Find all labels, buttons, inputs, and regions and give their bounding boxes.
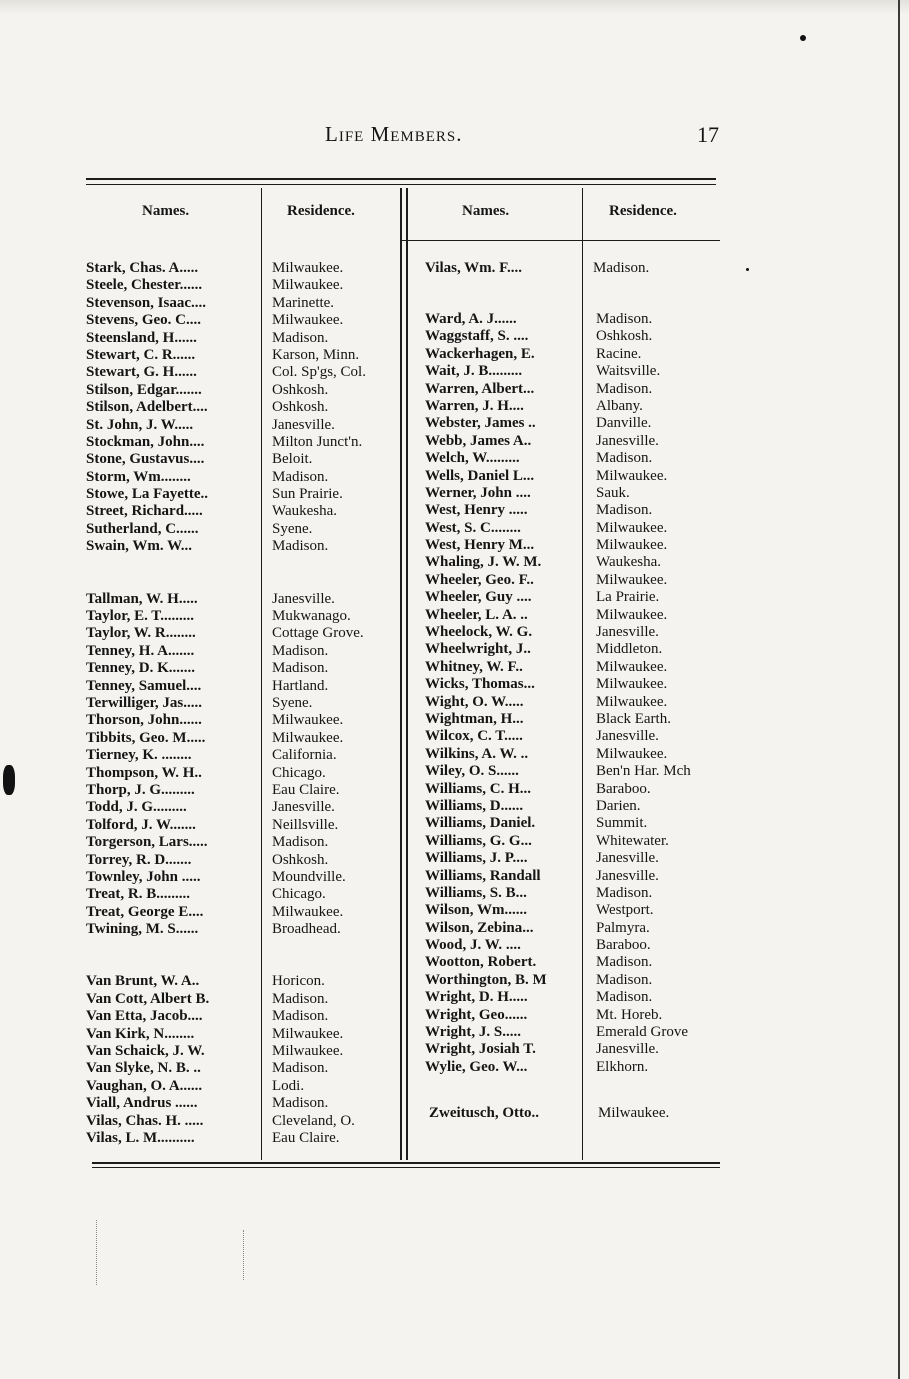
list-item: Tolford, J. W....... (86, 816, 196, 833)
list-item: Milwaukee. (596, 745, 668, 762)
list-item: Wheeler, Guy .... (425, 589, 532, 606)
list-item: Janesville. (596, 432, 659, 449)
page-top-band (0, 0, 909, 14)
list-item: Syene. (272, 520, 313, 537)
section-gap (86, 556, 260, 591)
list-item: Neillsville. (272, 816, 339, 833)
list-item: La Prairie. (596, 589, 660, 606)
list-item: Broadhead. (272, 921, 341, 938)
list-item: Tierney, K. ........ (86, 747, 192, 764)
right-top-name (425, 260, 580, 277)
section-gap (272, 556, 400, 591)
list-item: Sauk. (596, 484, 630, 501)
list-item: Twining, M. S...... (86, 921, 199, 938)
list-item: Townley, John ..... (86, 868, 201, 885)
list-item: Eau Claire. (272, 781, 340, 798)
list-item: Stowe, La Fayette.. (86, 486, 209, 503)
list-item: Janesville. (596, 728, 659, 745)
list-item: Milwaukee. (596, 519, 668, 536)
list-item: Wright, J. S..... (425, 1024, 521, 1041)
list-item: Madison. (272, 990, 329, 1007)
list-item: Stone, Gustavus.... (86, 451, 205, 468)
list-item: Williams, S. B... (425, 884, 527, 901)
list-item: Taylor, E. T......... (86, 608, 194, 625)
list-item: Storm, Wm........ (86, 468, 191, 485)
column-divider-left (261, 188, 262, 1160)
list-item: Stilson, Edgar....... (86, 381, 202, 398)
right-residences-list (596, 311, 720, 1076)
list-item: Janesville. (272, 799, 335, 816)
right-top-residence (593, 260, 718, 277)
list-item: Wootton, Robert. (425, 954, 537, 971)
list-item: Stevens, Geo. C.... (86, 312, 201, 329)
list-item: Wilcox, C. T..... (425, 728, 523, 745)
list-item: Thompson, W. H.. (86, 764, 202, 781)
list-item: Darien. (596, 797, 641, 814)
list-item: Zweitusch, Otto.. (429, 1105, 539, 1121)
list-item: Milwaukee. (596, 676, 668, 693)
list-item: Wicks, Thomas... (425, 676, 535, 693)
list-item: Todd, J. G......... (86, 799, 187, 816)
list-item: Janesville. (596, 867, 659, 884)
list-item: Marinette. (272, 294, 335, 311)
list-item: West, Henry ..... (425, 502, 528, 519)
list-item: Emerald Grove (596, 1024, 689, 1041)
list-item: Vaughan, O. A...... (86, 1077, 203, 1094)
list-item: Karson, Minn. (272, 346, 360, 363)
list-item: Webb, James A.. (425, 432, 532, 449)
list-item: Summit. (596, 815, 648, 832)
list-item: Waggstaff, S. .... (425, 328, 529, 345)
list-item: Wheelwright, J.. (425, 641, 531, 658)
list-item: Janesville. (596, 1041, 659, 1058)
list-item: Milwaukee. (272, 312, 344, 329)
list-item: Ben'n Har. Mch (596, 763, 691, 780)
list-item: Hartland. (272, 677, 329, 694)
list-item: Wheelock, W. G. (425, 624, 533, 641)
list-item: Stevenson, Isaac.... (86, 294, 207, 311)
table-bottom-rule (92, 1162, 720, 1164)
list-item: Milwaukee. (272, 260, 344, 276)
list-item: Madison. (272, 329, 329, 346)
list-item: Mt. Horeb. (596, 1006, 663, 1023)
list-item: Treat, George E.... (86, 903, 204, 920)
right-names-list (425, 311, 585, 1076)
list-item: Whitney, W. F.. (425, 658, 523, 675)
list-item: Madison. (272, 468, 329, 485)
list-item: Palmyra. (596, 919, 650, 936)
list-item: Milton Junct'n. (272, 433, 363, 450)
list-item: Wells, Daniel L... (425, 467, 535, 484)
list-item: Milwaukee. (598, 1105, 670, 1121)
list-item: Waukesha. (272, 503, 338, 520)
left-residences-list (272, 260, 400, 1147)
list-item: Milwaukee. (596, 658, 668, 675)
list-item: Wright, Josiah T. (425, 1041, 536, 1058)
list-item: Milwaukee. (272, 712, 344, 729)
list-item: Williams, Daniel. (425, 815, 536, 832)
list-item: Stilson, Adelbert.... (86, 399, 208, 416)
list-item: Madison. (272, 1095, 329, 1112)
list-item: Milwaukee. (272, 277, 344, 294)
section-gap (86, 938, 260, 973)
list-item: Beloit. (272, 451, 313, 468)
list-item: Madison. (596, 989, 653, 1006)
list-item: Madison. (272, 1060, 329, 1077)
list-item: Wright, Geo...... (425, 1006, 528, 1023)
list-item: Williams, Randall (425, 867, 541, 884)
list-item: Tenney, Samuel.... (86, 677, 202, 694)
list-item: Madison. (596, 450, 653, 467)
list-item: Madison. (596, 971, 653, 988)
table-top-rule (86, 178, 716, 180)
list-item: Van Cott, Albert B. (86, 990, 210, 1007)
left-names-list (86, 260, 260, 1147)
right-residence-header: Residence. (609, 203, 677, 219)
list-item: West, Henry M... (425, 537, 535, 554)
list-item: Wright, D. H..... (425, 989, 528, 1006)
right-names-header: Names. (462, 203, 510, 219)
list-item: Milwaukee. (596, 571, 668, 588)
column-divider-center-a (400, 188, 402, 1160)
list-item: Steele, Chester...... (86, 277, 203, 294)
list-item: Viall, Andrus ...... (86, 1095, 198, 1112)
list-item: Wilkins, A. W. .. (425, 745, 529, 762)
list-item: Oshkosh. (272, 399, 329, 416)
list-item: Mukwanago. (272, 608, 351, 625)
list-item: Milwaukee. (596, 537, 668, 554)
list-item: Milwaukee. (596, 693, 668, 710)
list-item: West, S. C........ (425, 519, 521, 536)
list-item: Eau Claire. (272, 1129, 340, 1146)
list-item: Baraboo. (596, 937, 651, 954)
list-item: Van Brunt, W. A.. (86, 973, 200, 990)
list-item: Janesville. (596, 624, 659, 641)
list-item: Sun Prairie. (272, 486, 343, 503)
list-item: Col. Sp'gs, Col. (272, 364, 366, 381)
list-item: Madison. (272, 642, 329, 659)
right-bottom-residence (598, 1105, 718, 1122)
list-item: Worthington, B. M (425, 971, 547, 988)
list-item: Oshkosh. (272, 851, 329, 868)
list-item: Torgerson, Lars..... (86, 834, 208, 851)
list-item: Wilson, Wm...... (425, 902, 527, 919)
list-item: Janesville. (596, 850, 659, 867)
list-item: Terwilliger, Jas..... (86, 694, 202, 711)
list-item: Madison. (596, 311, 653, 327)
list-item: California. (272, 747, 337, 764)
list-item: Cleveland, O. (272, 1112, 355, 1129)
list-item: Vilas, Chas. H. ..... (86, 1112, 204, 1129)
list-item: Warren, J. H.... (425, 397, 524, 414)
list-item: Van Kirk, N........ (86, 1025, 195, 1042)
list-item: Tenney, D. K....... (86, 660, 196, 677)
list-item: Middleton. (596, 641, 663, 658)
right-bottom-name (429, 1105, 584, 1122)
list-item: Syene. (272, 694, 313, 711)
page-title: Life Members. (325, 122, 463, 146)
list-item: Van Slyke, N. B. .. (86, 1060, 201, 1077)
list-item: Danville. (596, 415, 652, 432)
list-item: Madison. (593, 260, 650, 276)
list-item: Tibbits, Geo. M..... (86, 729, 206, 746)
list-item: Madison. (596, 502, 653, 519)
list-item: Baraboo. (596, 780, 651, 797)
list-item: St. John, J. W..... (86, 416, 194, 433)
list-item: Werner, John .... (425, 484, 531, 501)
list-item: Webster, James .. (425, 415, 536, 432)
list-item: Horicon. (272, 973, 325, 990)
left-residence-header: Residence. (287, 203, 355, 219)
list-item: Milwaukee. (272, 1025, 344, 1042)
list-item: Wightman, H... (425, 710, 524, 727)
list-item: Moundville. (272, 868, 346, 885)
list-item: Williams, C. H... (425, 780, 531, 797)
list-item: Tallman, W. H..... (86, 590, 198, 607)
list-item: Sutherland, C...... (86, 520, 199, 537)
pencil-marks (243, 1230, 244, 1280)
list-item: Janesville. (272, 590, 335, 607)
list-item: Madison. (272, 834, 329, 851)
list-item: Tenney, H. A....... (86, 642, 195, 659)
list-item: Swain, Wm. W... (86, 538, 193, 555)
list-item: Lodi. (272, 1077, 305, 1094)
table-bottom-rule-2 (92, 1167, 720, 1168)
table-top-rule-2 (86, 184, 716, 185)
list-item: Racine. (596, 345, 642, 362)
list-item: Madison. (272, 1008, 329, 1025)
list-item: Madison. (272, 538, 329, 555)
list-item: Taylor, W. R........ (86, 625, 196, 642)
list-item: Chicago. (272, 886, 326, 903)
list-item: Ward, A. J...... (425, 311, 517, 327)
list-item: Welch, W......... (425, 450, 520, 467)
list-item: Waukesha. (596, 554, 662, 571)
list-item: Wilson, Zebina... (425, 919, 534, 936)
list-item: Milwaukee. (272, 903, 344, 920)
list-item: Van Etta, Jacob.... (86, 1008, 203, 1025)
ink-blot (3, 765, 15, 795)
list-item: Cottage Grove. (272, 625, 364, 642)
left-names-header: Names. (142, 203, 190, 219)
list-item: Treat, R. B......... (86, 886, 191, 903)
list-item: Elkhorn. (596, 1058, 649, 1075)
list-item: Stockman, John.... (86, 433, 205, 450)
column-divider-center-b (406, 188, 408, 1160)
list-item: Whitewater. (596, 832, 669, 849)
list-item: Wackerhagen, E. (425, 345, 535, 362)
list-item: Janesville. (272, 416, 335, 433)
list-item: Vilas, Wm. F.... (425, 260, 522, 276)
ink-dot (800, 35, 806, 41)
list-item: Williams, J. P.... (425, 850, 528, 867)
page-edge (898, 0, 900, 1379)
list-item: Vilas, L. M.......... (86, 1129, 195, 1146)
header-underline (400, 240, 720, 241)
list-item: Whaling, J. W. M. (425, 554, 542, 571)
list-item: Wheeler, Geo. F.. (425, 571, 534, 588)
list-item: Wait, J. B......... (425, 363, 523, 380)
list-item: Thorp, J. G......... (86, 781, 195, 798)
list-item: Stewart, G. H...... (86, 364, 197, 381)
list-item: Torrey, R. D....... (86, 851, 192, 868)
list-item: Williams, G. G... (425, 832, 532, 849)
list-item: Van Schaick, J. W. (86, 1043, 205, 1060)
list-item: Wylie, Geo. W... (425, 1058, 528, 1075)
list-item: Williams, D...... (425, 797, 524, 814)
list-item: Milwaukee. (596, 606, 668, 623)
list-item: Wood, J. W. .... (425, 937, 521, 954)
list-item: Stark, Chas. A..... (86, 260, 199, 276)
list-item: Black Earth. (596, 710, 671, 727)
list-item: Madison. (272, 660, 329, 677)
list-item: Albany. (596, 397, 643, 414)
list-item: Madison. (596, 380, 653, 397)
list-item: Street, Richard..... (86, 503, 203, 520)
list-item: Westport. (596, 902, 654, 919)
pencil-marks (96, 1220, 97, 1285)
list-item: Thorson, John...... (86, 712, 202, 729)
list-item: Wiley, O. S...... (425, 763, 519, 780)
list-item: Wheeler, L. A. .. (425, 606, 528, 623)
list-item: Chicago. (272, 764, 326, 781)
section-gap (272, 938, 400, 973)
list-item: Madison. (596, 954, 653, 971)
list-item: Madison. (596, 884, 653, 901)
list-item: Warren, Albert... (425, 380, 535, 397)
list-item: Milwaukee. (596, 467, 668, 484)
list-item: Wight, O. W..... (425, 693, 524, 710)
list-item: Waitsville. (596, 363, 661, 380)
ink-dot (746, 268, 749, 271)
page-number: 17 (697, 122, 719, 147)
list-item: Oshkosh. (596, 328, 653, 345)
list-item: Oshkosh. (272, 381, 329, 398)
list-item: Stewart, C. R...... (86, 346, 196, 363)
list-item: Milwaukee. (272, 1043, 344, 1060)
list-item: Steensland, H...... (86, 329, 197, 346)
list-item: Milwaukee. (272, 729, 344, 746)
